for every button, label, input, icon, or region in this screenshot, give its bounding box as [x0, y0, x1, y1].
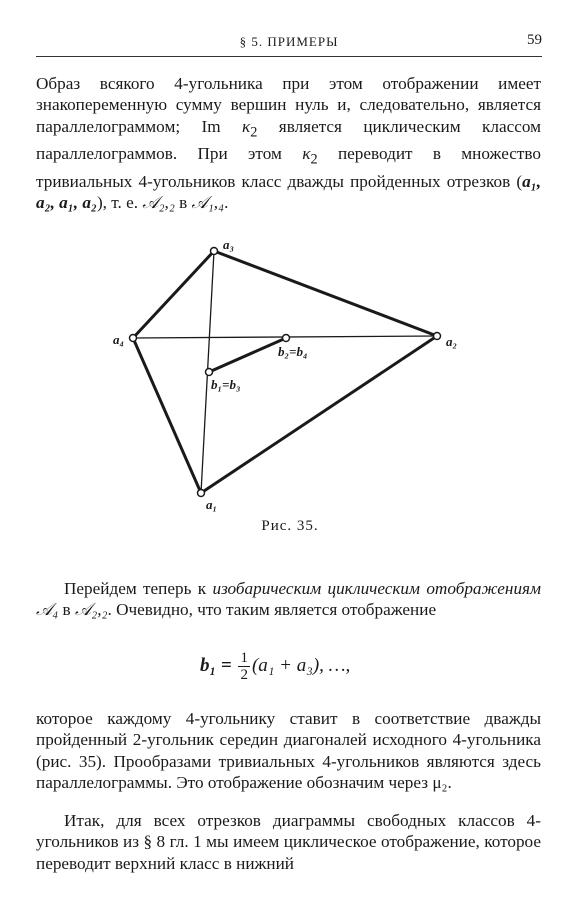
class-symbol: 𝒜₂,₂ — [74, 600, 108, 620]
vertex-a4 — [130, 335, 137, 342]
edge-a4-a1 — [133, 338, 201, 493]
class-symbol: 𝒜₂,₂ — [142, 193, 175, 213]
label-a3: a₃ — [223, 237, 235, 252]
label-a4: a₄ — [113, 332, 125, 347]
label-a2: a₂ — [446, 334, 458, 349]
text-run: является циклическим классом параллелограммов. При этом — [36, 116, 541, 164]
subscript: 2 — [310, 151, 318, 168]
text-run: в — [58, 600, 75, 620]
running-head: § 5. ПРИМЕРЫ — [239, 34, 339, 49]
text-run: Образ всякого 4-угольника при этом отображении имеет знакопеременную сумму вершин нуль и, следовательно, является параллелограммом; Im — [36, 74, 541, 136]
page-number: 59 — [527, 32, 542, 48]
paragraph-4: Итак, для всех отрезков диаграммы свободных классов 4-угольников из § 8 гл. 1 мы имеем циклическое отображение, которое переводит верхний класс в нижний — [36, 811, 541, 873]
label-b1-b3: b₁=b₃ — [211, 377, 241, 392]
text-run: Перейдем теперь к — [64, 579, 213, 598]
label-b2-b4: b₂=b₄ — [278, 344, 308, 359]
formula-lhs: b₁ = — [200, 654, 237, 676]
formula-rhs: (a₁ + a₃), …, — [251, 654, 351, 676]
paragraph-3: которое каждому 4-угольнику ставит в соответствие дважды пройденный 2-угольник середин диагоналей исходного 4-угольника (рис. 35). Прообразами тривиальных 4-угольников являются здесь параллелограммы. Это отображение обозначим через μ₂. — [36, 709, 541, 792]
page-header — [36, 30, 542, 58]
symbol-kappa: κ — [241, 116, 251, 136]
fraction — [238, 650, 250, 683]
fraction-denominator: 2 — [240, 667, 248, 683]
vertex-tuple: a₁, a₂, a₁, a₂ — [36, 172, 541, 213]
edge-a3-a4 — [133, 251, 214, 338]
vertex-a2 — [434, 333, 441, 340]
midpoint-b1 — [206, 369, 213, 376]
text-run: переводит в множество тривиальных 4-угольников класс дважды пройденных отрезков ( — [36, 144, 541, 192]
fraction-numerator: 1 — [240, 650, 248, 666]
figure-caption: Рис. 35. — [261, 518, 319, 534]
diagonal-a3-a1 — [201, 251, 214, 493]
vertex-a1 — [198, 490, 205, 497]
edge-a1-a2 — [201, 336, 437, 493]
segment-b1-b2 — [209, 338, 286, 372]
midpoint-b2 — [283, 335, 290, 342]
diagonal-a4-a2 — [133, 336, 437, 338]
label-a1: a₁ — [206, 497, 218, 512]
paragraph-2 — [36, 578, 541, 621]
text-run: . — [224, 193, 229, 213]
symbol-kappa: κ — [302, 144, 311, 164]
text-run: в — [174, 193, 192, 213]
text-run: . Очевидно, что таким является отображение — [107, 600, 437, 620]
header-rule — [36, 56, 542, 57]
vertex-a3 — [211, 248, 218, 255]
edge-a3-a2 — [214, 251, 437, 336]
display-formula — [200, 650, 350, 683]
subscript: 2 — [250, 124, 258, 141]
paragraph-1 — [36, 73, 541, 214]
class-symbol: 𝒜₁,₄ — [191, 193, 225, 213]
italic-term: изобарическим циклическим отображениям 𝒜₄ — [36, 579, 541, 620]
text-run: ), т. е. — [96, 193, 143, 213]
